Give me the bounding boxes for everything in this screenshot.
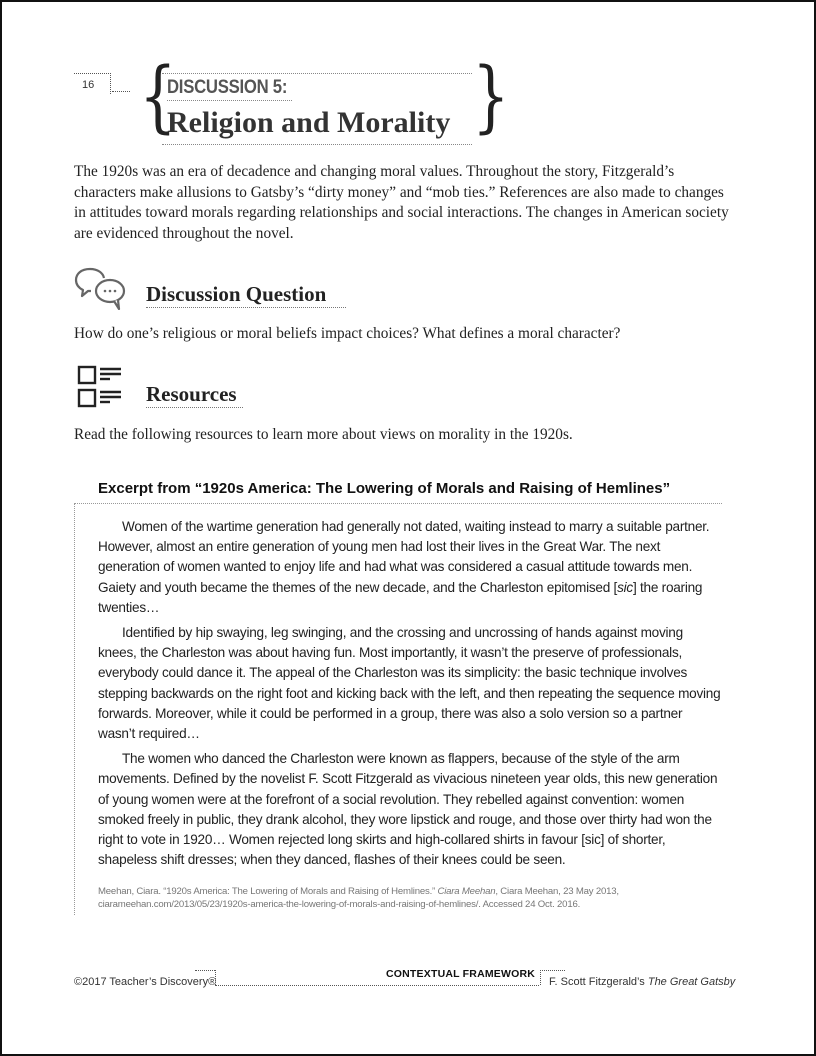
discussion-question-heading: Discussion Question	[146, 282, 327, 306]
speech-bubbles-icon	[74, 266, 126, 310]
right-brace-icon: }	[472, 52, 510, 142]
footer-book-title	[549, 976, 735, 988]
footer-rule	[540, 970, 565, 971]
excerpt-top-rule	[74, 503, 722, 504]
footer-rule	[195, 970, 215, 971]
excerpt-paragraph: The women who danced the Charleston were known as flappers, because of the style of the arm movements. Defined by the novelist F. Scott Fitzgerald as vivacious nineteen year olds, this new generation of young women were at the forefront of a social revolution. They rebelled against convention: women smoked freely in public, they drank alcohol, they wore lipstick and rouge, and those over thirty had won the right to vote in 1920… Women rejected long skirts and high-collared shirts in favour [sic] of shorter, shapeless shift dresses; when they danced, flashes of their knees could be seen.	[98, 751, 718, 868]
excerpt-text: Women of the wartime generation had generally not dated, waiting instead to marry a suitable partner. However, almost an entire generation of young men had lost their lives in the Great War. The next generation of women wanted to enjoy life and had what was considered a casual attitude towards men. Gaiety and youth became the themes of the new decade, and the Charleston epitomised [	[98, 519, 710, 595]
footer-book-italic: The Great Gatsby	[647, 976, 736, 988]
excerpt-title: Excerpt from “1920s America: The Lowering of Morals and Raising of Hemlines”	[98, 480, 671, 497]
page-number-leader	[112, 91, 130, 92]
footer-copyright: ©2017 Teacher’s Discovery®	[74, 976, 217, 988]
resources-lead-text: Read the following resources to learn more about views on morality in the 1920s.	[74, 426, 573, 443]
checklist-icon	[77, 365, 123, 409]
excerpt-left-rule	[74, 503, 75, 915]
page-title: Religion and Morality	[167, 106, 451, 139]
citation-text: , Ciara Meehan, 23 May 2013, ciarameehan.com/2013/05/23/1920s-america-the-lowering-of-morals-and-raising-of-hemlines/. Accessed 24 Oct. 2016.	[98, 886, 619, 910]
discussion-kicker: DISCUSSION 5:	[167, 77, 288, 98]
kicker-underline	[167, 100, 292, 101]
resources-heading: Resources	[146, 382, 237, 406]
excerpt-text: ] the roaring twenties…	[98, 579, 703, 615]
left-brace-icon: {	[139, 52, 177, 142]
resources-heading-underline	[146, 407, 243, 408]
footer-rule	[215, 970, 216, 985]
footer-rule	[540, 970, 541, 985]
page-number: 16	[82, 79, 95, 91]
excerpt-body	[98, 517, 722, 875]
discussion-heading-underline	[146, 307, 346, 308]
citation-text: Meehan, Ciara. “1920s America: The Lowering of Morals and Raising of Hemlines.”	[98, 886, 438, 897]
excerpt-paragraph: Identified by hip swaying, leg swinging, and the crossing and uncrossing of hands against moving knees, the Charleston was about having fun. Most importantly, it wasn’t the preserve of professionals, everybody could dance it. The appeal of the Charleston was its simplicity: the basic technique involves stepping backwards on the right foot and kicking back with the left, and then repeating the sequence moving forwards. Moreover, while it could be performed in a group, there was also a solo version so a partner wasn’t required…	[98, 625, 721, 742]
sic-italic: sic	[617, 579, 633, 595]
footer-rule	[215, 985, 539, 986]
citation	[98, 885, 728, 911]
footer-book-prefix: F. Scott Fitzgerald’s	[549, 976, 648, 988]
citation-source-italic: Ciara Meehan	[437, 886, 496, 897]
intro-paragraph: The 1920s was an era of decadence and changing moral values. Throughout the story, Fitzgerald’s characters make allusions to Gatsby’s “dirty money” and “mob ties.” References are also made to changes in attitudes toward morals regarding relationships and social interactions. The changes in American society are evidenced throughout the novel.	[74, 163, 729, 242]
excerpt-paragraph	[98, 517, 722, 618]
footer-section-label: CONTEXTUAL FRAMEWORK	[386, 968, 536, 980]
discussion-question-text: How do one’s religious or moral beliefs impact choices? What defines a moral character?	[74, 325, 621, 342]
